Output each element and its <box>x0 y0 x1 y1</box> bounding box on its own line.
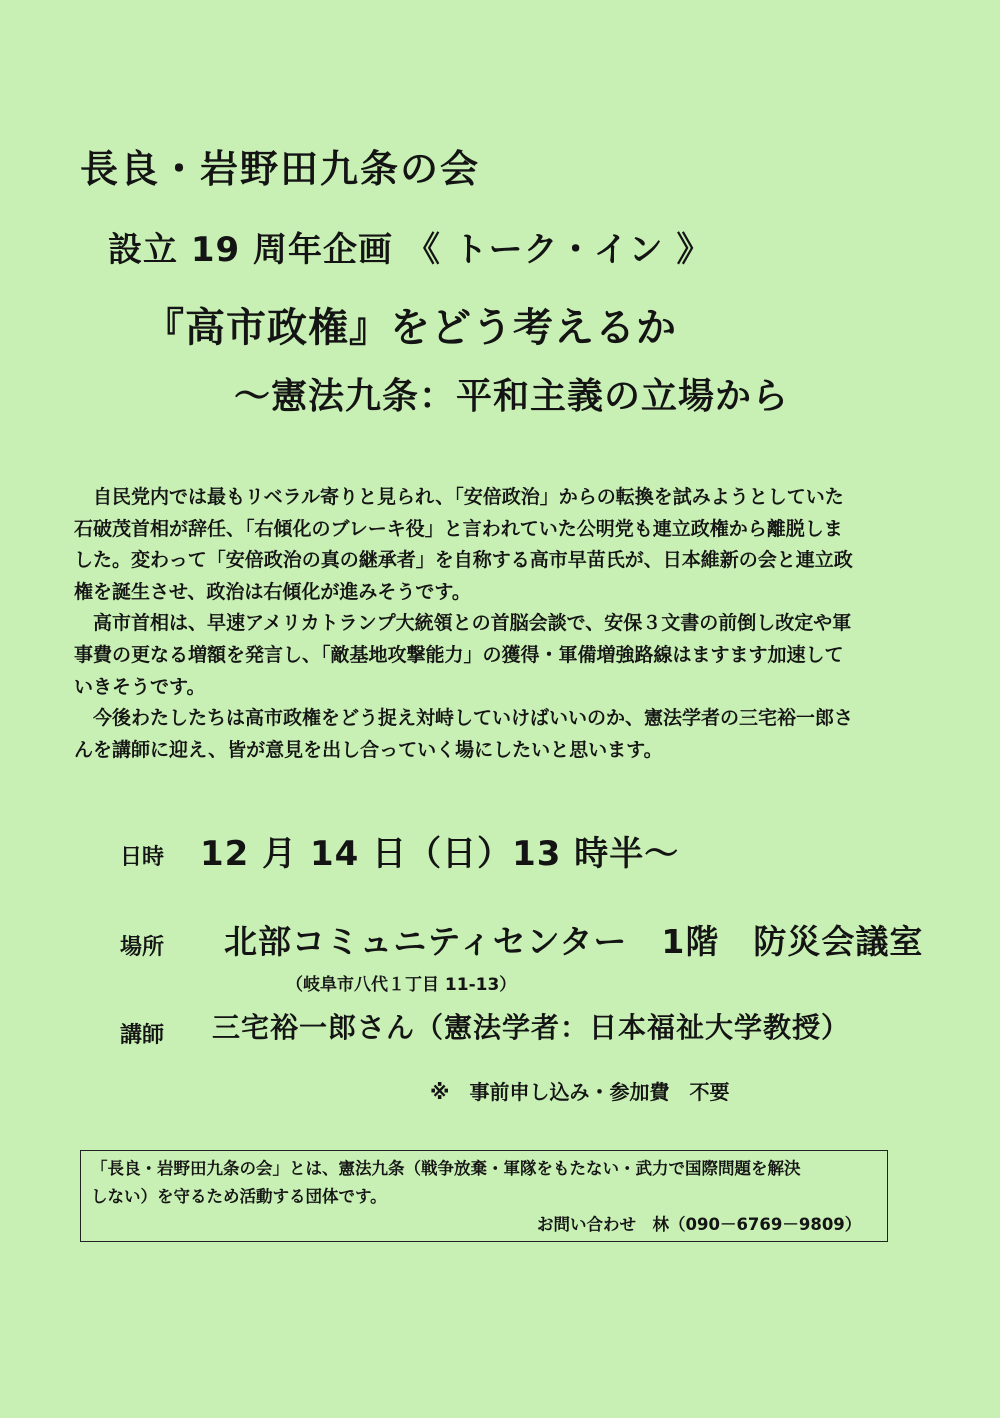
body-line: 権を誕生させ、政治は右傾化が進みそうです。 <box>74 580 471 603</box>
lecturer-label: 講師 <box>120 1023 165 1048</box>
organization-info-box <box>80 1150 888 1242</box>
body-line: 石破茂首相が辞任、「右傾化のブレーキ役」と言われていた公明党も連立政権から離脱しま <box>74 517 843 540</box>
place-label: 場所 <box>120 935 165 960</box>
venue-address: （岐阜市八代１丁目 11-13） <box>286 975 517 995</box>
date-label: 日時 <box>120 845 165 870</box>
organization-title: 長良・岩野田九条の会 <box>80 147 481 191</box>
subheadline: ～憲法九条：平和主義の立場から <box>234 376 790 417</box>
body-line: いきそうです。 <box>74 675 206 698</box>
body-line: 事費の更なる増額を発言し、「敵基地攻撃能力」の獲得・軍備増強路線はますます加速して <box>74 643 844 666</box>
org-description-line: しない）を守るため活動する団体です。 <box>91 1187 387 1206</box>
place-value: 北部コミュニティセンター 1階 防災会議室 <box>224 922 924 961</box>
body-line: した。変わって「安倍政治の真の継承者」を自称する高市早苗氏が、日本維新の会と連立政 <box>74 549 853 572</box>
body-paragraphs <box>74 482 910 766</box>
contact-info: お問い合わせ 林（090－6769－9809） <box>537 1215 862 1234</box>
registration-note: ※ 事前申し込み・参加費 不要 <box>430 1080 730 1104</box>
body-line: んを講師に迎え、皆が意見を出し合っていく場にしたいと思います。 <box>74 738 663 761</box>
org-description-line: 「長良・岩野田九条の会」とは、憲法九条（戦争放棄・軍隊をもたない・武力で国際問題を解決 <box>91 1159 801 1178</box>
date-value: 12 月 14 日（日）13 時半～ <box>200 834 680 874</box>
lecturer-value: 三宅裕一郎さん（憲法学者：日本福祉大学教授） <box>212 1011 851 1044</box>
event-title: 設立 19 周年企画 《 トーク・イン 》 <box>108 230 712 270</box>
headline: 『高市政権』をどう考えるか <box>144 305 677 351</box>
body-line: 自民党内では最もリベラル寄りと見られ、「安倍政治」からの転換を試みようとしていた <box>74 486 844 508</box>
body-line: 今後わたしたちは高市政権をどう捉え対峙していけばいいのか、憲法学者の三宅裕一郎さ <box>74 707 854 730</box>
body-line: 高市首相は、早速アメリカトランプ大統領との首脳会談で、安保３文書の前倒し改定や軍 <box>74 612 852 635</box>
